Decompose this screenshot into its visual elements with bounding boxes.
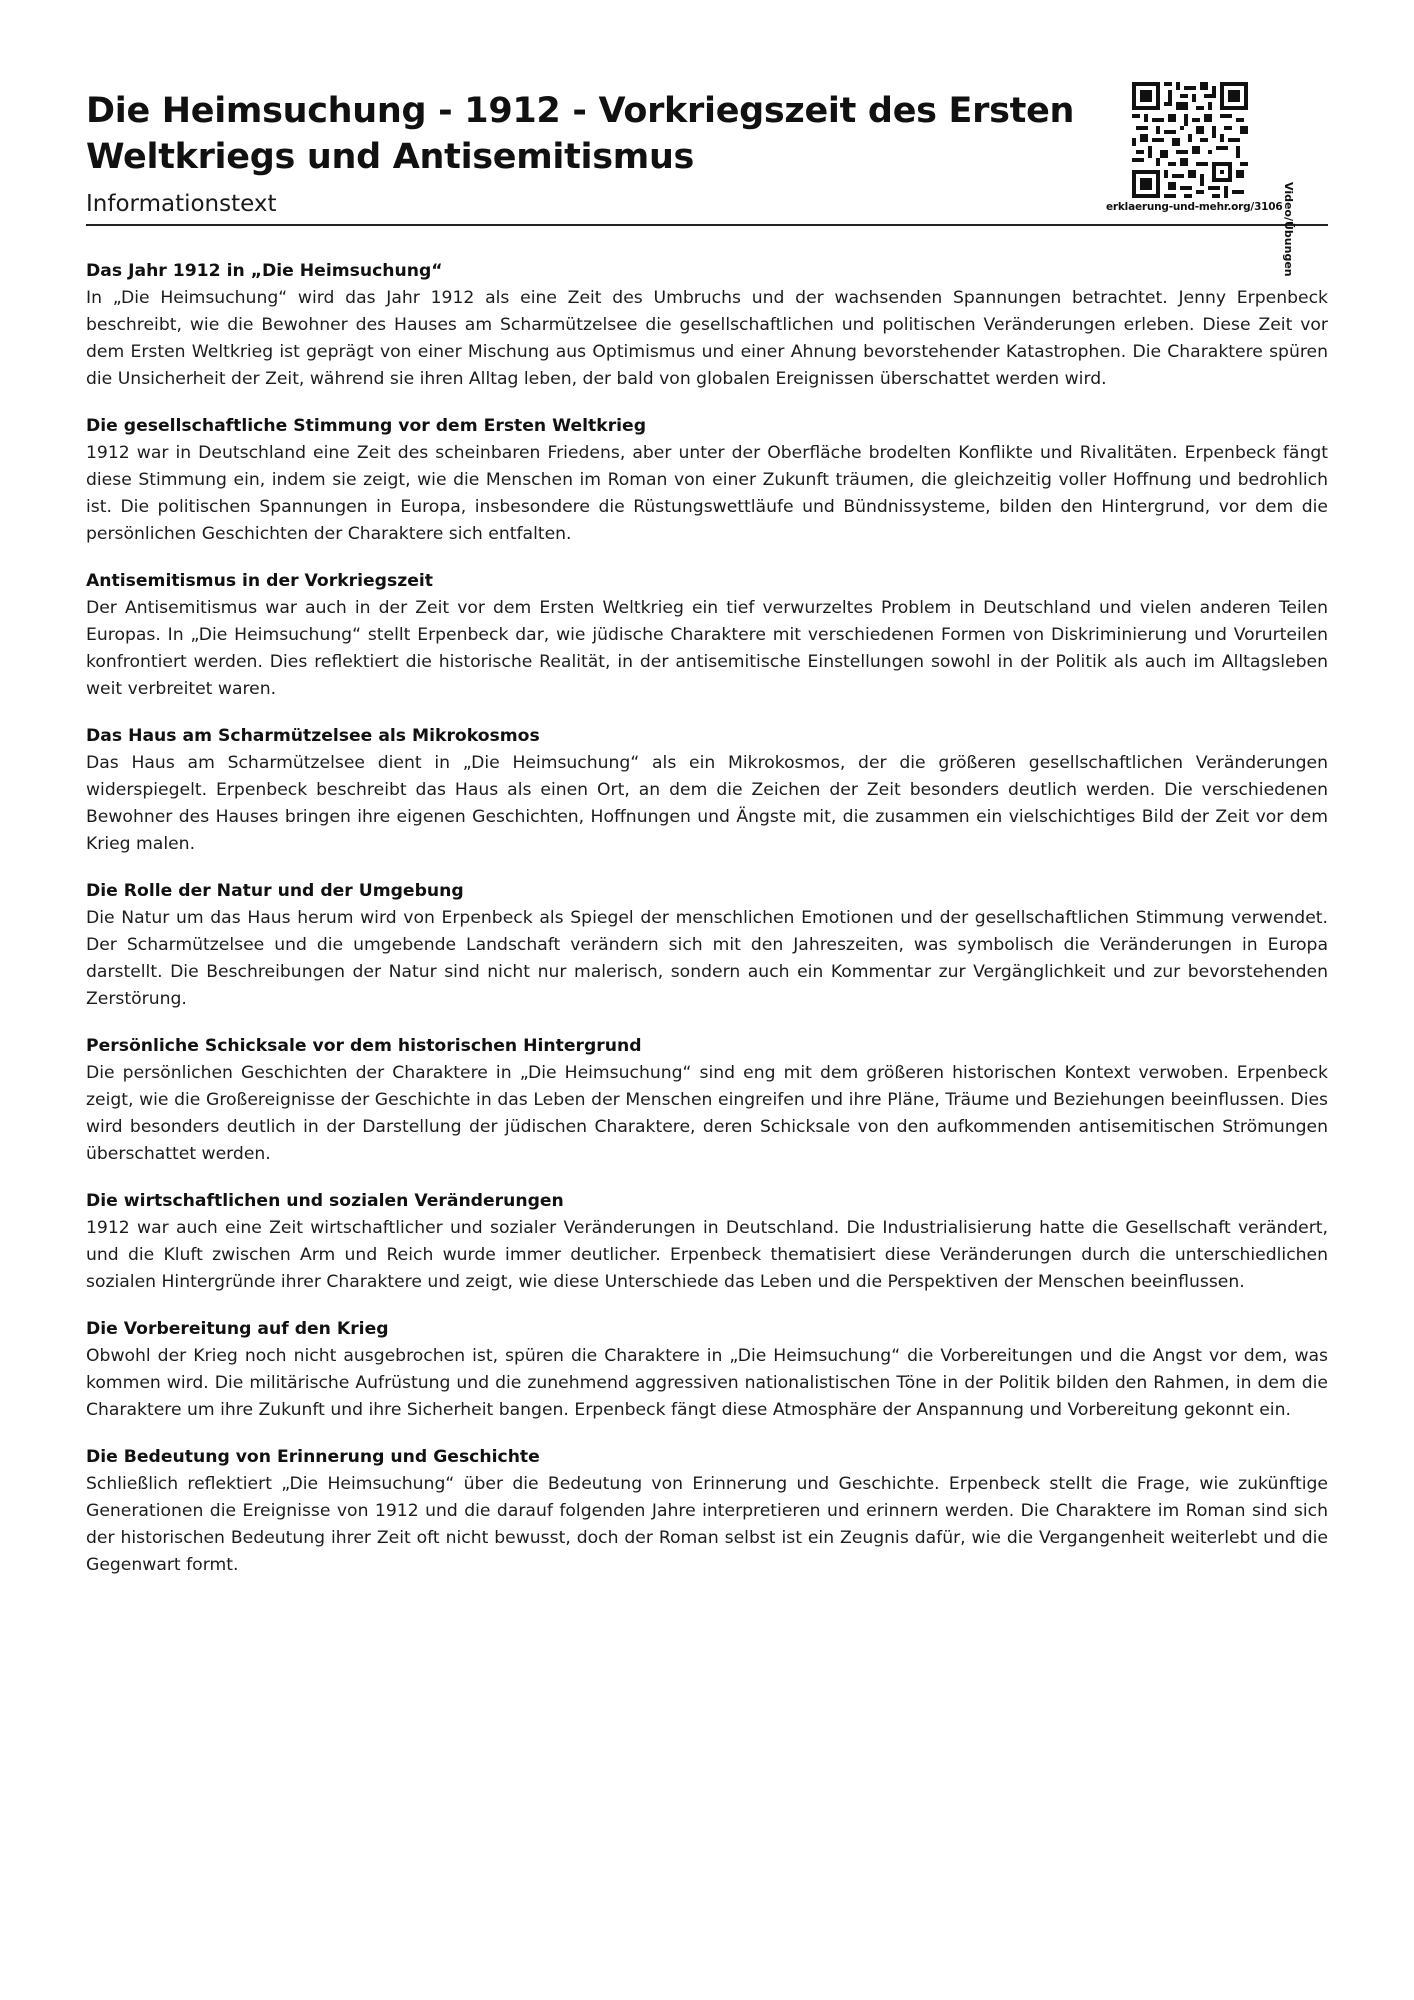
section-heading: Die Vorbereitung auf den Krieg [86,1319,389,1339]
qr-url-label: erklaerung-und-mehr.org/3106 [1106,201,1283,213]
section-body: Die Natur um das Haus herum wird von Erpenbeck als Spiegel der menschlichen Emotionen und der gesellschaftlichen Stimmung verwendet. Der Scharmützelsee und die umgebende Landschaft verändern sich mit den Jahreszeiten, was symbolisch die Veränderungen in Europa darstellt. Die Beschreibungen der Natur sind nicht nur malerisch, sondern auch ein Kommentar zur Vergänglichkeit und zur bevorstehenden Zerstörung. [86,908,1328,1009]
page-subtitle: Informationstext [86,191,277,217]
section-gesellschaftliche-stimmung [86,413,1328,548]
worksheet-page [86,0,1328,2000]
section-jahr-1912 [86,258,1328,393]
video-exercises-label: Video/Übungen [1282,182,1295,277]
section-body: 1912 war auch eine Zeit wirtschaftlicher und sozialer Veränderungen in Deutschland. Die Industrialisierung hatte die Gesellschaft verändert, und die Kluft zwischen Arm und Reich wurde immer deutlicher. Erpenbeck thematisiert diese Veränderungen durch die unterschiedlichen sozialen Hintergründe ihrer Charaktere und zeigt, wie diese Unterschiede das Leben und die Perspektiven der Menschen beeinflussen. [86,1218,1328,1292]
section-body: Das Haus am Scharmützelsee dient in „Die Heimsuchung“ als ein Mikrokosmos, der die größeren gesellschaftlichen Veränderungen widerspiegelt. Erpenbeck beschreibt das Haus als einen Ort, an dem die Zeichen der Zeit besonders deutlich werden. Die verschiedenen Bewohner des Hauses bringen ihre eigenen Geschichten, Hoffnungen und Ängste mit, die zusammen ein vielschichtiges Bild der Zeit vor dem Krieg malen. [86,753,1328,854]
section-heading: Die Rolle der Natur und der Umgebung [86,881,464,901]
section-heading: Die gesellschaftliche Stimmung vor dem Ersten Weltkrieg [86,416,647,436]
section-heading: Die wirtschaftlichen und sozialen Veränderungen [86,1191,564,1211]
section-body: Die persönlichen Geschichten der Charaktere in „Die Heimsuchung“ sind eng mit dem größeren historischen Kontext verwoben. Erpenbeck zeigt, wie die Großereignisse der Geschichte in das Leben der Menschen eingreifen und ihre Pläne, Träume und Beziehungen beeinflussen. Dies wird besonders deutlich in der Darstellung der jüdischen Charaktere, deren Schicksale von den aufkommenden antisemitischen Strömungen überschattet werden. [86,1063,1328,1164]
qr-code-icon[interactable] [1132,82,1248,198]
section-body: 1912 war in Deutschland eine Zeit des scheinbaren Friedens, aber unter der Oberfläche brodelten Konflikte und Rivalitäten. Erpenbeck fängt diese Stimmung ein, indem sie zeigt, wie die Menschen im Roman von einer Zukunft träumen, die gleichzeitig voller Hoffnung und bedrohlich ist. Die politischen Spannungen in Europa, insbesondere die Rüstungswettläufe und Bündnissysteme, bilden den Hintergrund, vor dem die persönlichen Geschichten der Charaktere sich entfalten. [86,443,1328,544]
qr-code-block[interactable] [1106,82,1283,217]
article-content [86,258,1328,1599]
section-body: Der Antisemitismus war auch in der Zeit vor dem Ersten Weltkrieg ein tief verwurzeltes Problem in Deutschland und vielen anderen Teilen Europas. In „Die Heimsuchung“ stellt Erpenbeck dar, wie jüdische Charaktere mit verschiedenen Formen von Diskriminierung und Vorurteilen konfrontiert werden. Dies reflektiert die historische Realität, in der antisemitische Einstellungen sowohl in der Politik als auch im Alltagsleben weit verbreitet waren. [86,598,1328,699]
section-antisemitismus [86,568,1328,703]
section-heading: Antisemitismus in der Vorkriegszeit [86,571,433,591]
section-persoenliche-schicksale [86,1033,1328,1168]
section-erinnerung-geschichte [86,1444,1328,1579]
section-haus-mikrokosmos [86,723,1328,858]
section-vorbereitung-krieg [86,1316,1328,1424]
section-natur-umgebung [86,878,1328,1013]
section-heading: Das Haus am Scharmützelsee als Mikrokosmos [86,726,540,746]
section-heading: Die Bedeutung von Erinnerung und Geschichte [86,1447,540,1467]
section-wirtschaftliche-veraenderungen [86,1188,1328,1296]
page-title: Die Heimsuchung - 1912 - Vorkriegszeit des Ersten Weltkriegs und Antisemitismus [86,91,1075,177]
section-heading: Persönliche Schicksale vor dem historischen Hintergrund [86,1036,642,1056]
section-body: In „Die Heimsuchung“ wird das Jahr 1912 als eine Zeit des Umbruchs und der wachsenden Spannungen betrachtet. Jenny Erpenbeck beschreibt, wie die Bewohner des Hauses am Scharmützelsee die gesellschaftlichen und politischen Veränderungen erleben. Diese Zeit vor dem Ersten Weltkrieg ist geprägt von einer Mischung aus Optimismus und einer Ahnung bevorstehender Katastrophen. Die Charaktere spüren die Unsicherheit der Zeit, während sie ihren Alltag leben, der bald von globalen Ereignissen überschattet werden wird. [86,288,1328,389]
section-heading: Das Jahr 1912 in „Die Heimsuchung“ [86,261,443,281]
section-body: Schließlich reflektiert „Die Heimsuchung“ über die Bedeutung von Erinnerung und Geschichte. Erpenbeck stellt die Frage, wie zukünftige Generationen die Ereignisse von 1912 und die darauf folgenden Jahre interpretieren und erinnern werden. Die Charaktere im Roman sind sich der historischen Bedeutung ihrer Zeit oft nicht bewusst, doch der Roman selbst ist ein Zeugnis dafür, wie die Vergangenheit weiterlebt und die Gegenwart formt. [86,1474,1328,1575]
section-body: Obwohl der Krieg noch nicht ausgebrochen ist, spüren die Charaktere in „Die Heimsuchung“ die Vorbereitungen und die Angst vor dem, was kommen wird. Die militärische Aufrüstung und die zunehmend aggressiven nationalistischen Töne in der Politik bilden den Rahmen, in dem die Charaktere um ihre Zukunft und ihre Sicherheit bangen. Erpenbeck fängt diese Atmosphäre der Anspannung und Vorbereitung gekonnt ein. [86,1346,1328,1420]
